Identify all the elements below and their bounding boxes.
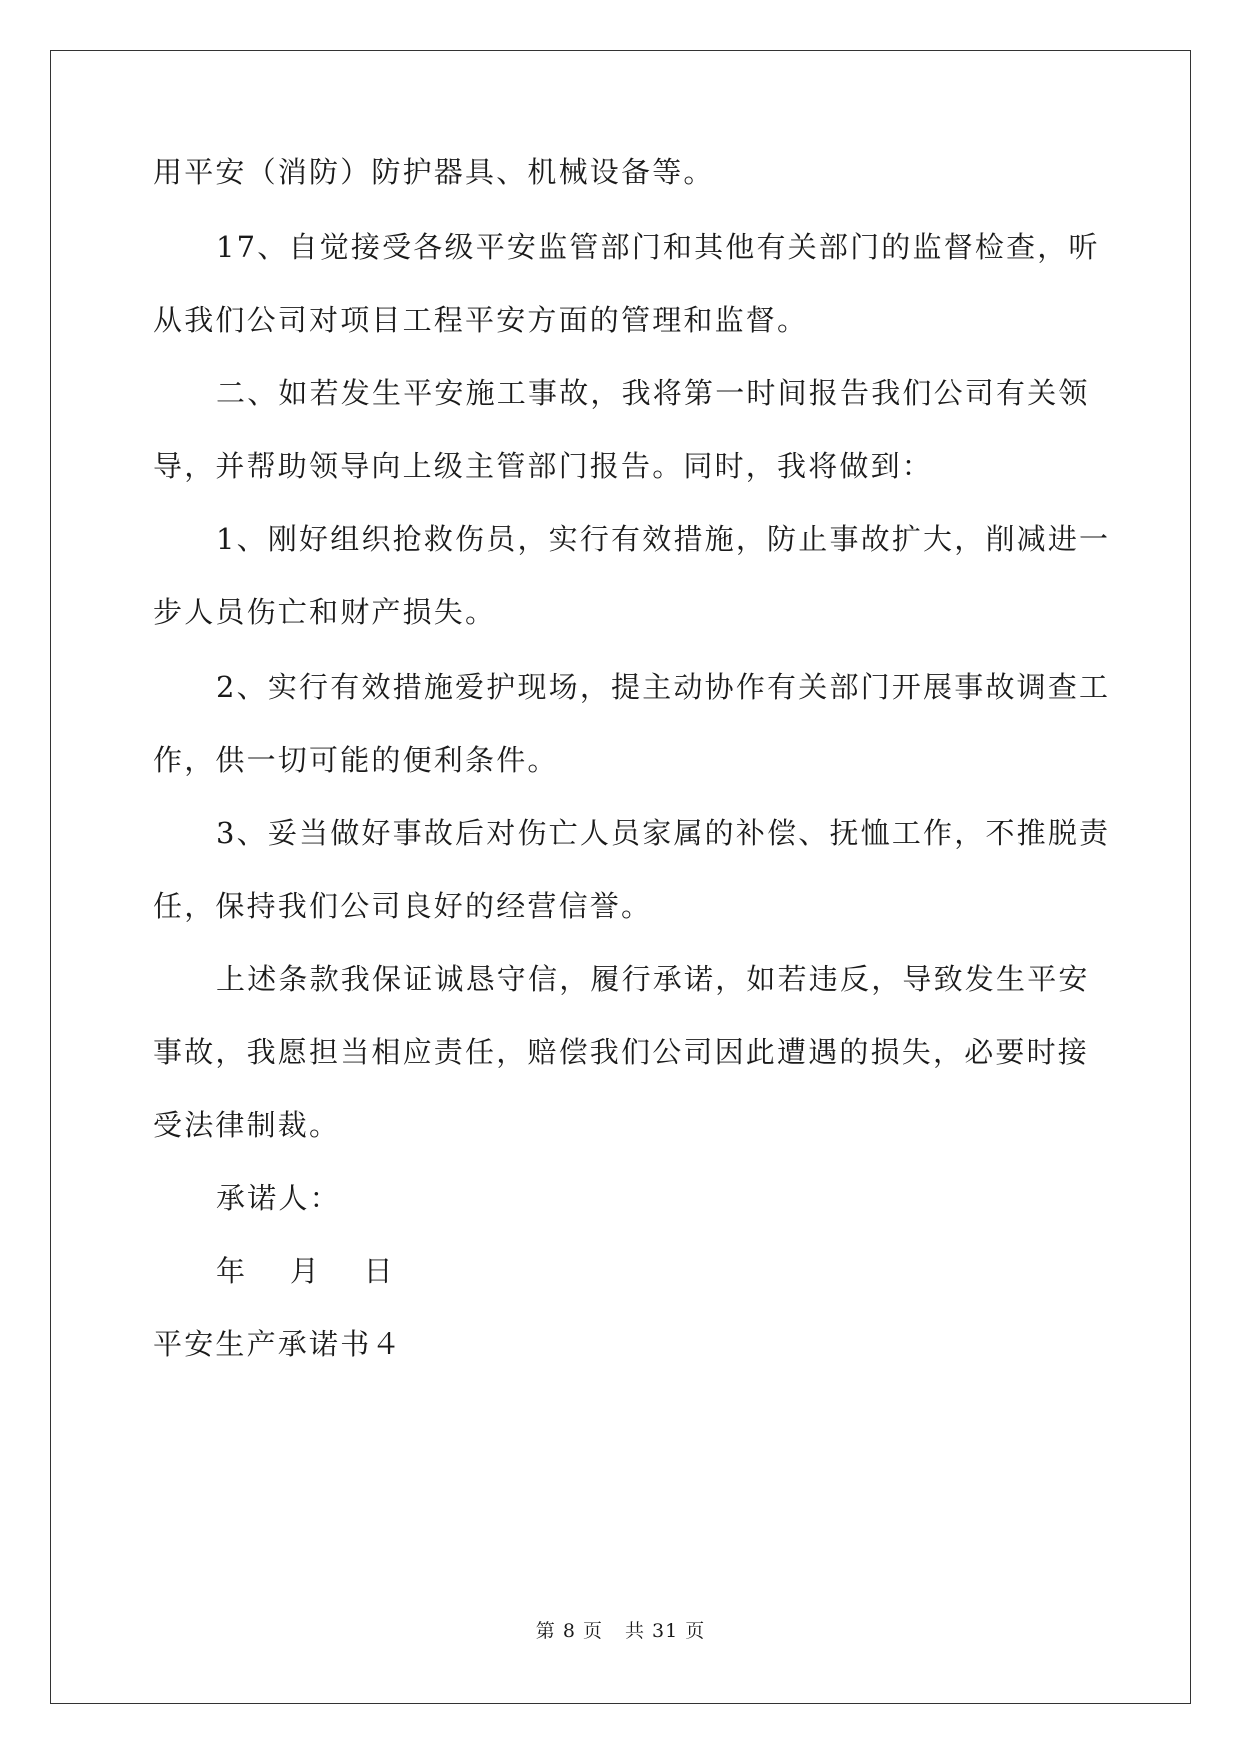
text-line-14: 受法律制裁。 [153, 1108, 341, 1142]
text-line-2: 17、自觉接受各级平安监管部门和其他有关部门的监督检查，听 [216, 230, 1100, 264]
text-line-9: 作，供一切可能的便利条件。 [153, 743, 559, 777]
date-line: 年 月 日 [216, 1254, 395, 1288]
signatory-label: 承诺人： [216, 1181, 341, 1215]
text-line-12: 上述条款我保证诚恳守信，履行承诺，如若违反，导致发生平安 [216, 962, 1090, 996]
section-heading: 平安生产承诺书４ [153, 1327, 403, 1361]
page-footer [0, 1616, 1241, 1643]
text-line-11: 任，保持我们公司良好的经营信誉。 [153, 889, 653, 923]
text-line-4: 二、如若发生平安施工事故，我将第一时间报告我们公司有关领 [216, 376, 1090, 410]
text-line-3: 从我们公司对项目工程平安方面的管理和监督。 [153, 303, 809, 337]
text-line-1: 用平安（消防）防护器具、机械设备等。 [153, 155, 715, 189]
page-number-total: 共 31 页 [624, 1620, 706, 1642]
text-line-13: 事故，我愿担当相应责任，赔偿我们公司因此遭遇的损失，必要时接 [153, 1035, 1090, 1069]
page-number-current: 第 8 页 [535, 1620, 603, 1642]
page-frame [50, 50, 1191, 1704]
text-line-7: 步人员伤亡和财产损失。 [153, 595, 497, 629]
text-line-6: 1、刚好组织抢救伤员，实行有效措施，防止事故扩大，削减进一 [216, 522, 1111, 556]
text-line-10: 3、妥当做好事故后对伤亡人员家属的补偿、抚恤工作，不推脱责 [216, 816, 1111, 850]
text-line-5: 导，并帮助领导向上级主管部门报告。同时，我将做到： [153, 449, 934, 483]
text-line-8: 2、实行有效措施爱护现场，提主动协作有关部门开展事故调查工 [216, 670, 1111, 704]
